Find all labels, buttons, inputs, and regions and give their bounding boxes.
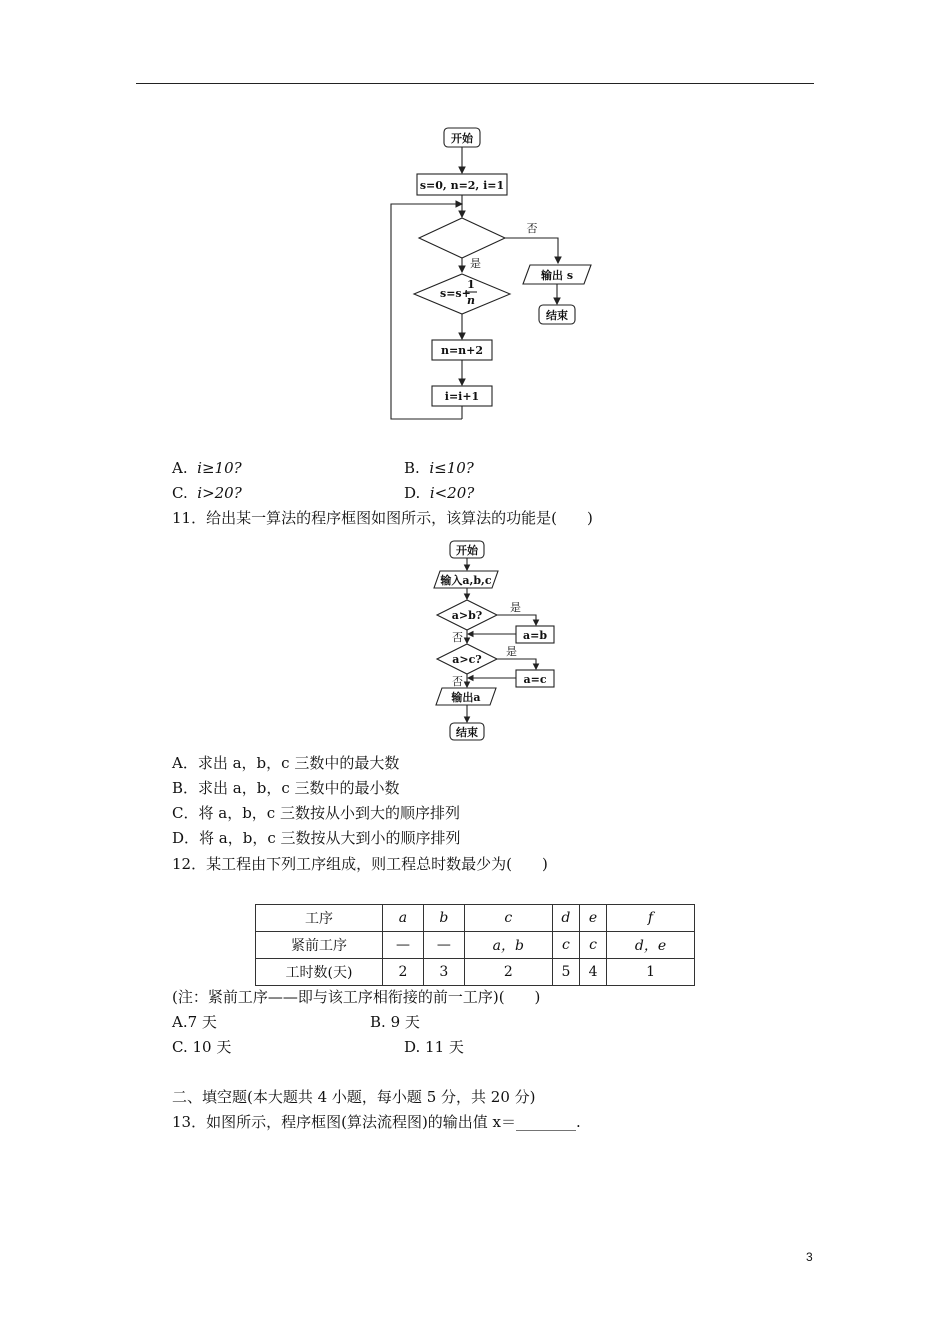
header-rule bbox=[136, 83, 814, 84]
q10-option-b bbox=[404, 459, 474, 477]
q12-option-b-label: B. bbox=[370, 1013, 386, 1031]
q10-option-a-text: i≥10? bbox=[197, 459, 242, 477]
q11-option-d: D．将 a，b，c 三数按从大到小的顺序排列 bbox=[172, 829, 461, 847]
q11-stem: 11．给出某一算法的程序框图如图所示，该算法的功能是( ) bbox=[172, 509, 593, 527]
process-table bbox=[255, 904, 695, 986]
start-label-2: 开始 bbox=[456, 544, 478, 557]
table-cell: 工序 bbox=[256, 905, 383, 932]
table-cell: c bbox=[464, 905, 552, 932]
no-label: 否 bbox=[526, 222, 538, 235]
no2-label: 否 bbox=[452, 675, 463, 688]
q12-option-a-text: 7 天 bbox=[187, 1013, 217, 1031]
step-n-label: n=n+2 bbox=[440, 344, 484, 357]
flowchart-1 bbox=[380, 120, 610, 425]
table-row bbox=[256, 905, 695, 932]
table-row bbox=[256, 932, 695, 959]
q12-option-a bbox=[172, 1013, 217, 1031]
table-cell: c bbox=[580, 932, 607, 959]
flowchart-2 bbox=[420, 535, 570, 745]
output-label-2: 输出a bbox=[451, 691, 481, 704]
q10-option-c-text: i>20? bbox=[197, 484, 242, 502]
q10-option-a bbox=[172, 459, 242, 477]
end-label: 结束 bbox=[546, 309, 568, 322]
output-label: 输出 s bbox=[540, 269, 574, 282]
q11-option-a: A．求出 a，b，c 三数中的最大数 bbox=[172, 754, 400, 772]
table-row bbox=[256, 959, 695, 986]
no1-label: 否 bbox=[452, 631, 463, 644]
q12-option-c bbox=[172, 1038, 231, 1056]
table-cell: e bbox=[580, 905, 607, 932]
section-title: 二、填空题(本大题共 4 小题，每小题 5 分，共 20 分) bbox=[172, 1088, 536, 1106]
init-label: s=0, n=2, i=1 bbox=[419, 179, 505, 192]
yes2-label: 是 bbox=[506, 645, 517, 658]
q12-option-a-label: A. bbox=[172, 1013, 188, 1031]
yes1-label: 是 bbox=[510, 601, 521, 614]
assign2-label: a=c bbox=[523, 673, 547, 686]
condition-diamond bbox=[419, 218, 505, 258]
sum-prefix: s=s+ bbox=[440, 287, 471, 300]
table-cell: 2 bbox=[464, 959, 552, 986]
table-cell: d，e bbox=[607, 932, 695, 959]
table-cell: a bbox=[383, 905, 424, 932]
q10-option-d-text: i<20? bbox=[429, 484, 475, 502]
table-cell: f bbox=[607, 905, 695, 932]
q11-option-c: C．将 a，b，c 三数按从小到大的顺序排列 bbox=[172, 804, 460, 822]
table-cell: b bbox=[423, 905, 464, 932]
table-cell: c bbox=[552, 932, 579, 959]
q12-option-c-text: 10 天 bbox=[192, 1038, 232, 1056]
table-cell: a，b bbox=[464, 932, 552, 959]
table-cell: 工时数(天) bbox=[256, 959, 383, 986]
table-cell: 1 bbox=[607, 959, 695, 986]
end-label-2: 结束 bbox=[456, 726, 478, 739]
table-cell: 3 bbox=[423, 959, 464, 986]
table-cell: d bbox=[552, 905, 579, 932]
q12-option-d bbox=[404, 1038, 464, 1056]
q10-option-d bbox=[404, 484, 474, 502]
q12-option-c-label: C. bbox=[172, 1038, 188, 1056]
q10-option-a-label: A. bbox=[172, 459, 188, 477]
page-number: 3 bbox=[806, 1250, 813, 1264]
q10-option-d-label: D. bbox=[404, 484, 421, 502]
start-label: 开始 bbox=[451, 132, 473, 145]
q10-option-b-label: B. bbox=[404, 459, 420, 477]
q10-option-b-text: i≤10? bbox=[429, 459, 474, 477]
sum-numerator: 1 bbox=[467, 278, 475, 291]
input-label: 输入a,b,c bbox=[440, 574, 492, 587]
q12-option-b-text: 9 天 bbox=[390, 1013, 420, 1031]
q10-option-c bbox=[172, 484, 242, 502]
q12-note: (注：紧前工序——即与该工序相衔接的前一工序)( ) bbox=[172, 988, 541, 1006]
sum-denominator: n bbox=[467, 294, 475, 307]
q12-option-d-label: D. bbox=[404, 1038, 421, 1056]
cond1-label: a>b? bbox=[451, 609, 483, 622]
table-cell: — bbox=[383, 932, 424, 959]
q12-stem: 12．某工程由下列工序组成，则工程总时数最少为( ) bbox=[172, 855, 548, 873]
q11-option-b: B．求出 a，b，c 三数中的最小数 bbox=[172, 779, 400, 797]
table-cell: 紧前工序 bbox=[256, 932, 383, 959]
cond2-label: a>c? bbox=[452, 653, 482, 666]
assign1-label: a=b bbox=[522, 629, 548, 642]
q12-option-b bbox=[370, 1013, 420, 1031]
q12-option-d-text: 11 天 bbox=[425, 1038, 464, 1056]
table-cell: 4 bbox=[580, 959, 607, 986]
table-cell: 5 bbox=[552, 959, 579, 986]
step-i-label: i=i+1 bbox=[444, 390, 480, 403]
table-cell: — bbox=[423, 932, 464, 959]
q10-option-c-label: C. bbox=[172, 484, 188, 502]
q13-stem: 13．如图所示，程序框图(算法流程图)的输出值 x＝________. bbox=[172, 1113, 581, 1131]
yes-label: 是 bbox=[470, 257, 481, 270]
table-cell: 2 bbox=[383, 959, 424, 986]
